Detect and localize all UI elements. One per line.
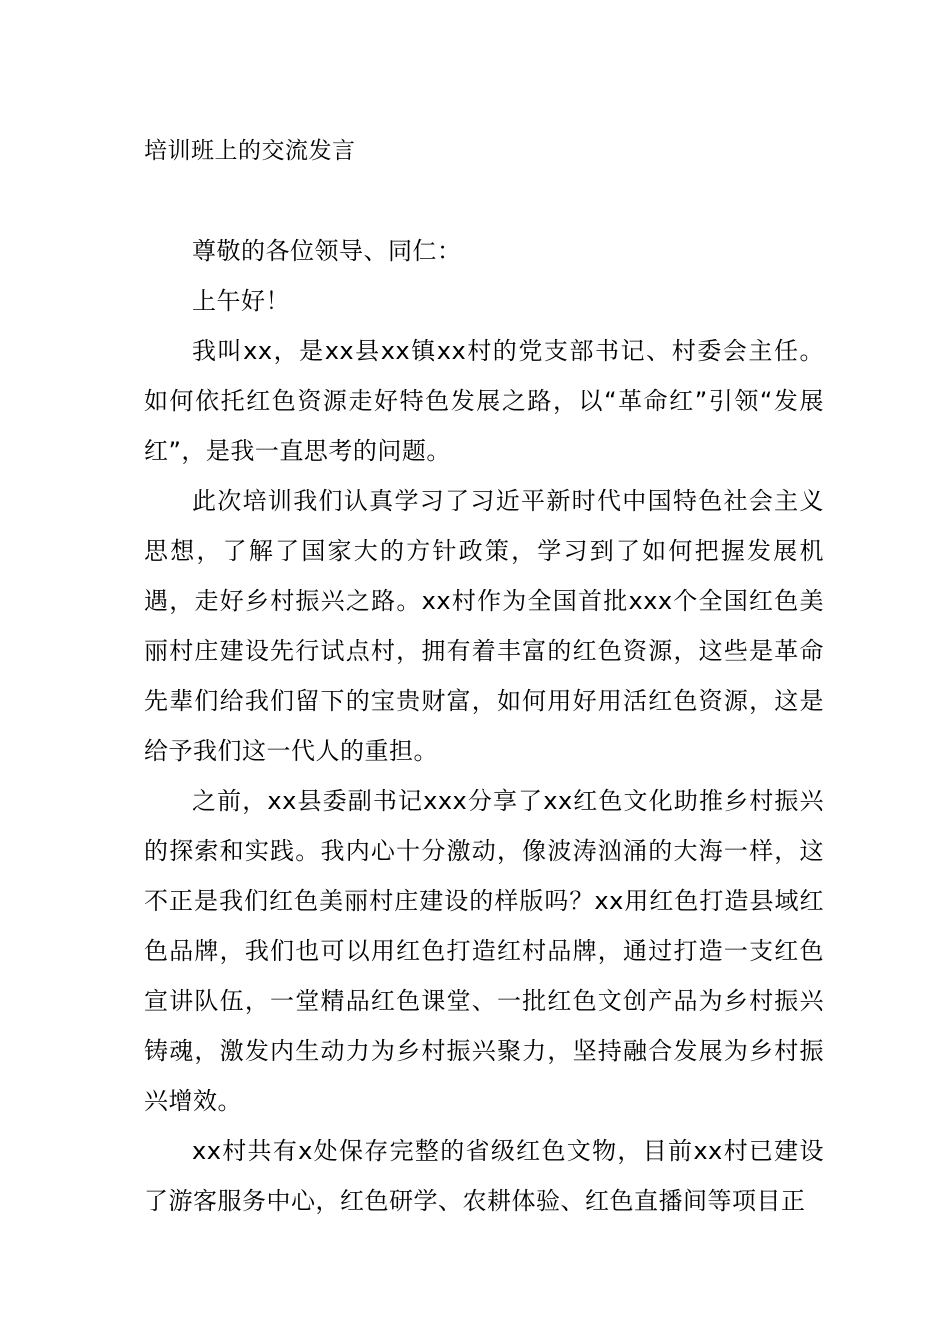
training-paragraph: 此次培训我们认真学习了习近平新时代中国特色社会主义思想，了解了国家大的方针政策，学习到了如何把握发展机遇，走好乡村振兴之路。xx村作为全国首批xxx个全国红色美丽村庄建设先行试点村，拥有着丰富的红色资源，这些是革命先辈们给我们留下的宝贵财富，如何用好用活红色资源，这是给予我们这一代人的重担。: [144, 487, 824, 765]
introduction-paragraph: 我叫xx，是xx县xx镇xx村的党支部书记、村委会主任。如何依托红色资源走好特色发展之路，以“革命红”引领“发展红”，是我一直思考的问题。: [144, 337, 824, 465]
village-paragraph: xx村共有x处保存完整的省级红色文物，目前xx村已建设了游客服务中心，红色研学、农耕体验、红色直播间等项目正: [144, 1137, 824, 1215]
document-body: [144, 226, 824, 1226]
salutation-paragraph: 尊敬的各位领导、同仁：: [192, 237, 462, 265]
sharing-paragraph: 之前，xx县委副书记xxx分享了xx红色文化助推乡村振兴的探索和实践。我内心十分激动，像波涛汹涌的大海一样，这不正是我们红色美丽村庄建设的样版吗？xx用红色打造县域红色品牌，我们也可以用红色打造红村品牌，通过打造一支红色宣讲队伍，一堂精品红色课堂、一批红色文创产品为乡村振兴铸魂，激发内生动力为乡村振兴聚力，坚持融合发展为乡村振兴增效。: [144, 787, 824, 1115]
greeting-paragraph: 上午好！: [192, 287, 290, 315]
document-title: 培训班上的交流发言: [144, 138, 356, 164]
